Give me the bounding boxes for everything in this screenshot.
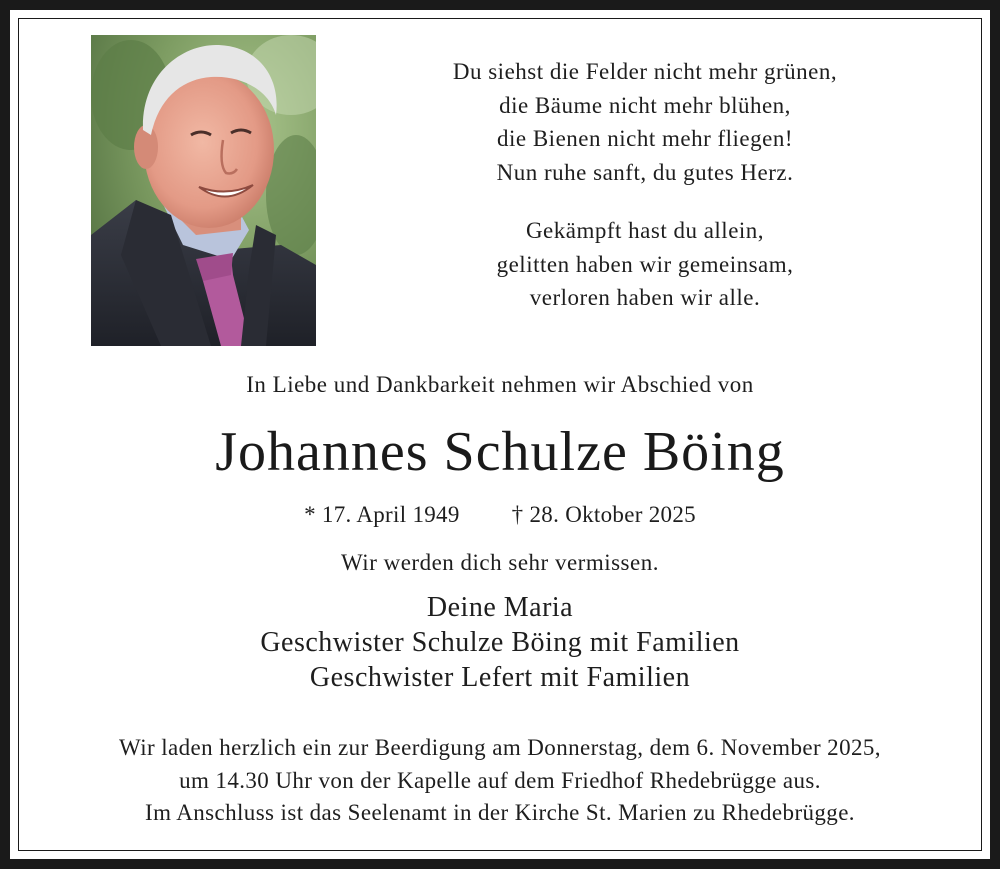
poem-stanza-1 — [330, 55, 960, 189]
miss-text: Wir werden dich sehr vermissen. — [341, 550, 659, 575]
portrait-photo — [91, 35, 316, 346]
deceased-name: Johannes Schulze Böing — [215, 421, 785, 483]
mourner-line: Deine Maria — [426, 592, 574, 623]
life-dates — [0, 502, 1000, 528]
poem-line: Gekämpft hast du allein, — [525, 218, 765, 243]
poem-stanza-2 — [330, 214, 960, 315]
birth-date: * 17. April 1949 — [304, 502, 460, 527]
invitation-line: Wir laden herzlich ein zur Beerdigung am Donnerstag, dem 6. November 2025, — [119, 735, 881, 760]
death-date: † 28. Oktober 2025 — [511, 502, 696, 527]
mourner-line: Geschwister Lefert mit Familien — [309, 662, 691, 693]
invitation-line: um 14.30 Uhr von der Kapelle auf dem Friedhof Rhedebrügge aus. — [179, 767, 821, 793]
poem-line: Nun ruhe sanft, du gutes Herz. — [496, 159, 794, 185]
portrait-photo-icon — [91, 35, 316, 346]
funeral-invitation — [0, 732, 1000, 830]
poem-line: die Bienen nicht mehr fliegen! — [496, 126, 793, 151]
poem-line: Du siehst die Felder nicht mehr grünen, — [452, 59, 838, 84]
poem-line: verloren haben wir alle. — [529, 285, 761, 310]
invitation-line: Im Anschluss ist das Seelenamt in der Kirche St. Marien zu Rhedebrügge. — [145, 800, 855, 825]
mourner-line: Geschwister Schulze Böing mit Familien — [260, 627, 740, 658]
poem-line: gelitten haben wir gemeinsam, — [496, 251, 794, 277]
poem-line: die Bäume nicht mehr blühen, — [499, 92, 791, 118]
mourners-list — [0, 590, 1000, 695]
intro-text: In Liebe und Dankbarkeit nehmen wir Abschied von — [246, 372, 754, 397]
